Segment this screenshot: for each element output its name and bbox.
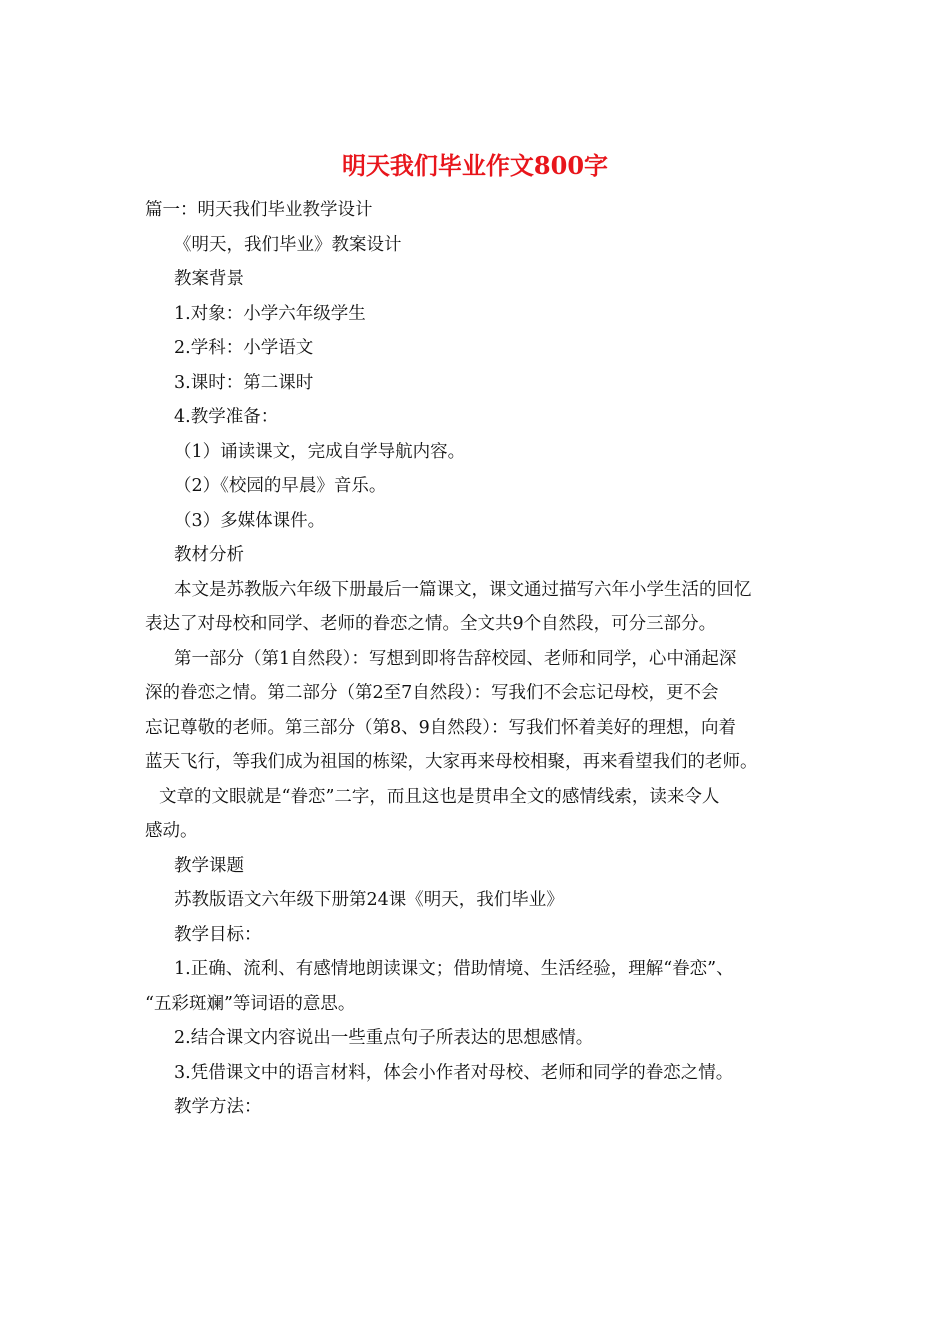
section-heading: 教案背景	[174, 269, 244, 289]
section-heading: 教学课题	[174, 855, 244, 876]
text-line: “五彩斑斓”等词语的意思。	[145, 993, 356, 1014]
text-line: 4.教学准备：	[174, 407, 279, 427]
text-line: 3.课时：第二课时	[174, 372, 314, 393]
text-line: 本文是苏教版六年级下册最后一篇课文，课文通过描写六年小学生活的回忆	[174, 579, 752, 600]
text-line: 苏教版语文六年级下册第24课《明天，我们毕业》	[174, 890, 564, 910]
text-line: 第一部分（第1自然段）：写想到即将告辞校园、老师和同学，心中涌起深	[174, 648, 737, 669]
text-line: 文章的文眼就是“眷恋”二字，而且这也是贯串全文的感情线索，读来令人	[159, 786, 720, 807]
text-line: （3）多媒体课件。	[174, 510, 326, 531]
section-heading: 教学目标：	[174, 924, 262, 945]
document-title: 明天我们毕业作文800字	[341, 151, 609, 180]
text-line: 深的眷恋之情。第二部分（第2至7自然段）：写我们不会忘记母校，更不会	[145, 683, 719, 703]
text-line: 蓝天飞行，等我们成为祖国的栋梁，大家再来母校相聚，再来看望我们的老师。	[145, 752, 758, 772]
text-line: 篇一：明天我们毕业教学设计	[145, 200, 373, 220]
document-body	[145, 193, 810, 1125]
text-line: 《明天，我们毕业》教案设计	[174, 234, 402, 255]
text-line: 1.对象：小学六年级学生	[174, 303, 366, 324]
section-heading: 教学方法：	[174, 1097, 262, 1117]
text-line: 2.结合课文内容说出一些重点句子所表达的思想感情。	[174, 1028, 594, 1048]
text-line: （1）诵读课文，完成自学导航内容。	[174, 441, 466, 462]
text-line: 表达了对母校和同学、老师的眷恋之情。全文共9个自然段，可分三部分。	[145, 614, 717, 634]
text-line: （2）《校园的早晨》音乐。	[174, 476, 387, 496]
text-line: 1.正确、流利、有感情地朗读课文；借助情境、生活经验，理解“眷恋”、	[174, 959, 734, 979]
text-line: 3.凭借课文中的语言材料，体会小作者对母校、老师和同学的眷恋之情。	[174, 1062, 734, 1083]
text-line: 2.学科：小学语文	[174, 338, 314, 358]
text-line: 忘记尊敬的老师。第三部分（第8、9自然段）：写我们怀着美好的理想，向着	[145, 717, 737, 738]
section-heading: 教材分析	[174, 545, 244, 565]
text-line: 感动。	[145, 821, 198, 841]
